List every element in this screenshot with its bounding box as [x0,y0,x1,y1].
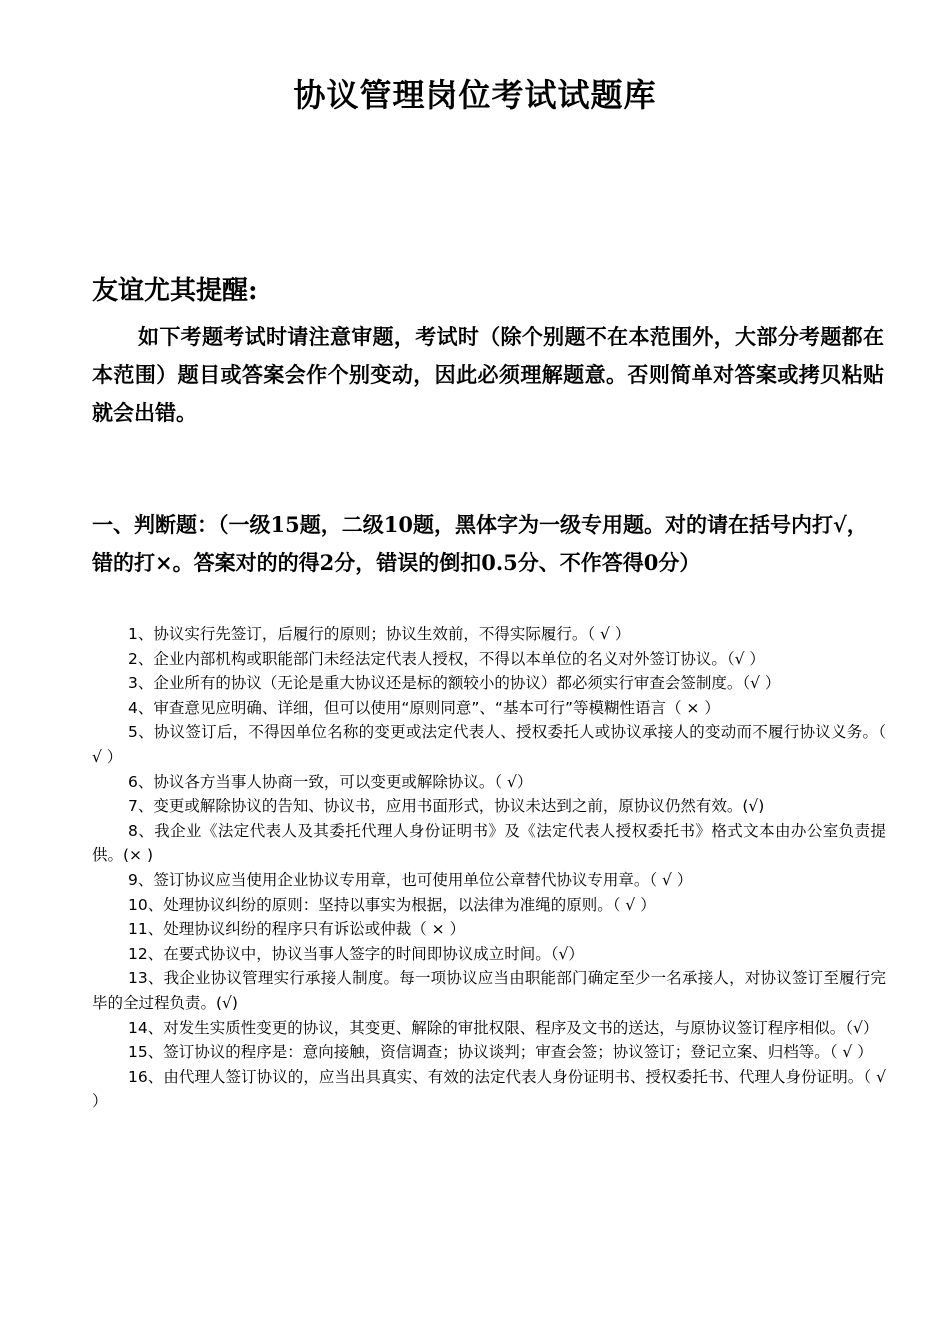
question-item: 8、我企业《法定代表人及其委托代理人身份证明书》及《法定代表人授权委托书》格式文本由办公室负责提供。(× ) [92,821,886,865]
question-item: 1、协议实行先签订，后履行的原则；协议生效前，不得实际履行。（ √ ） [128,625,631,643]
reminder-paragraph: 如下考题考试时请注意审题，考试时（除个别题不在本范围外，大部分考题都在本范围）题目或答案会作个别变动，因此必须理解题意。否则简单对答案或拷贝粘贴就会出错。 [92,324,884,425]
question-item: 13、我企业协议管理实行承接人制度。每一项协议应当由职能部门确定至少一名承接人，对协议签订至履行完毕的全过程负责。(√) [92,969,886,1012]
question-item: 5、协议签订后，不得因单位名称的变更或法定代表人、授权委托人或协议承接人的变动而不履行协议义务。（ √ ） [92,723,886,766]
question-item: 6、协议各方当事人协商一致，可以变更或解除协议。（ √） [128,772,533,791]
question-item: 16、由代理人签订协议的，应当出具真实、有效的法定代表人身份证明书、授权委托书、代理人身份证明。（ √ ） [92,1067,886,1111]
question-item: 7、变更或解除协议的告知、协议书，应用书面形式，协议未达到之前，原协议仍然有效。(√) [128,797,765,816]
question-list [92,622,886,1114]
document-title: 协议管理岗位考试试题库 [293,76,657,114]
question-item: 2、企业内部机构或职能部门未经法定代表人授权，不得以本单位的名义对外签订协议。（√ ） [128,649,765,668]
section-heading-true-false: 一、判断题：（一级15题，二级10题，黑体字为一级专用题。对的请在括号内打√，错的打×。答案对的的得2分，错误的倒扣0.5分、不作答得0分） [92,512,868,575]
question-item: 12、在要式协议中，协议当事人签字的时间即协议成立时间。（√） [128,944,584,963]
question-item: 14、对发生实质性变更的协议，其变更、解除的审批权限、程序及文书的送达，与原协议签订程序相似。（√） [128,1018,879,1037]
question-item: 3、企业所有的协议（无论是重大协议还是标的额较小的协议）都必须实行审查会签制度。（√ ） [128,674,781,693]
question-item: 9、签订协议应当使用企业协议专用章，也可使用单位公章替代协议专用章。（ √ ） [128,870,693,889]
question-item: 15、签订协议的程序是：意向接触，资信调查；协议谈判；审查会签；协议签订；登记立案、归档等。（ √ ） [128,1043,873,1062]
question-item: 11、处理协议纠纷的程序只有诉讼或仲裁（ × ） [128,920,466,939]
reminder-heading: 友谊尤其提醒: [92,276,258,306]
question-item: 4、审查意见应明确、详细，但可以使用“原则同意”、“基本可行”等模糊性语言（ × ） [128,698,720,717]
question-item: 10、处理协议纠纷的原则：坚持以事实为根据，以法律为准绳的原则。（ √ ） [128,895,656,914]
